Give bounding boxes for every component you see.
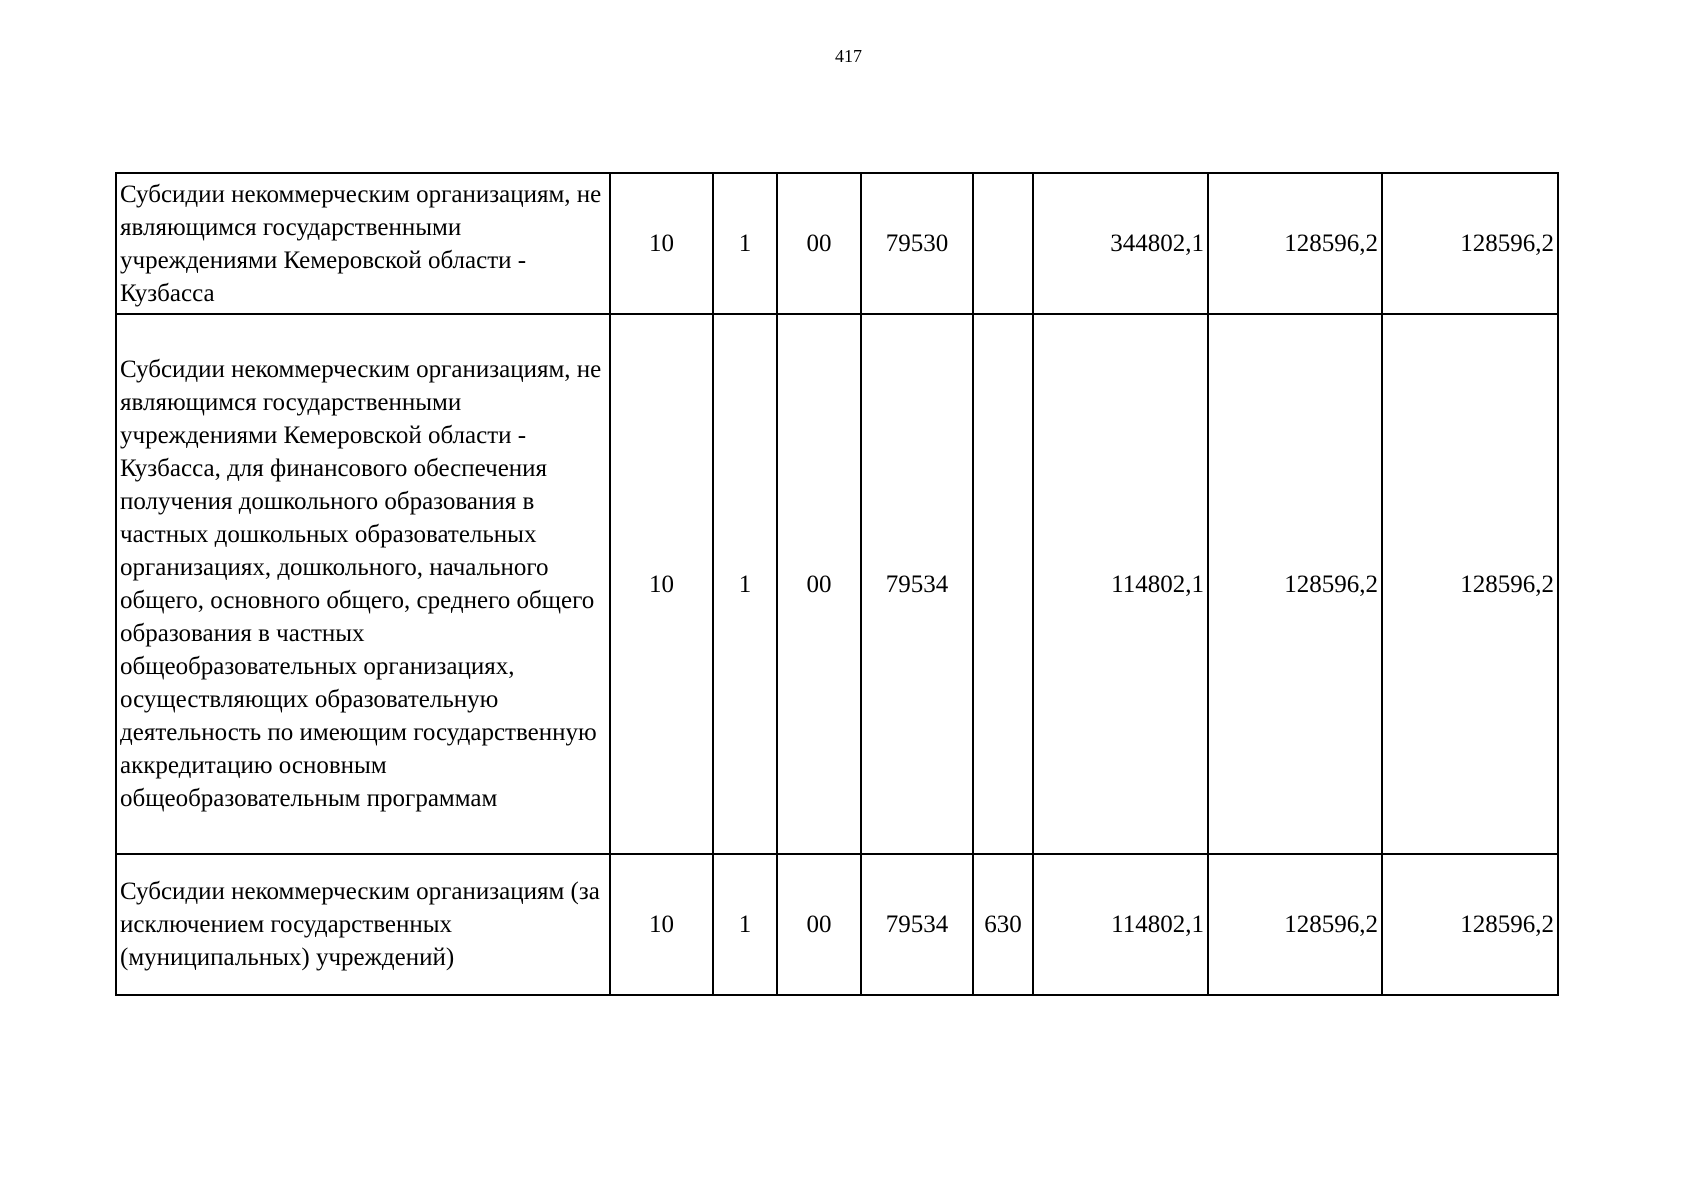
target-code: 79530 [861,173,973,314]
amount-3: 128596,2 [1382,314,1558,854]
row-description: Субсидии некоммерческим организациям (за исключением государственных (муниципальных) учреждений) [116,854,610,995]
expense-type-code: 630 [973,854,1033,995]
program-code: 00 [777,854,861,995]
page-number: 417 [835,46,862,66]
program-code: 00 [777,173,861,314]
table-row [116,854,1558,995]
amount-2: 128596,2 [1208,854,1382,995]
amount-2: 128596,2 [1208,314,1382,854]
section-code: 10 [610,854,713,995]
target-code: 79534 [861,314,973,854]
table-row [116,173,1558,314]
expense-type-code [973,314,1033,854]
section-code: 10 [610,173,713,314]
amount-1: 114802,1 [1033,854,1208,995]
target-code: 79534 [861,854,973,995]
amount-2: 128596,2 [1208,173,1382,314]
amount-1: 344802,1 [1033,173,1208,314]
amount-3: 128596,2 [1382,854,1558,995]
subsection-code: 1 [713,314,777,854]
subsection-code: 1 [713,854,777,995]
section-code: 10 [610,314,713,854]
subsection-code: 1 [713,173,777,314]
amount-1: 114802,1 [1033,314,1208,854]
expense-type-code [973,173,1033,314]
row-description: Субсидии некоммерческим организациям, не являющимся государственными учреждениями Кемеровской области - Кузбасса [116,173,610,314]
row-description: Субсидии некоммерческим организациям, не являющимся государственными учреждениями Кемеровской области - Кузбасса, для финансового обеспечения получения дошкольного образования в частных дошкольных образовательных организациях, дошкольного, начального общего, основного общего, среднего общего образования в частных общеобразовательных организациях, осуществляющих образовательную деятельность по имеющим государственную аккредитацию основным общеобразовательным программам [116,314,610,854]
amount-3: 128596,2 [1382,173,1558,314]
program-code: 00 [777,314,861,854]
table-row [116,314,1558,854]
budget-table [115,172,1559,996]
